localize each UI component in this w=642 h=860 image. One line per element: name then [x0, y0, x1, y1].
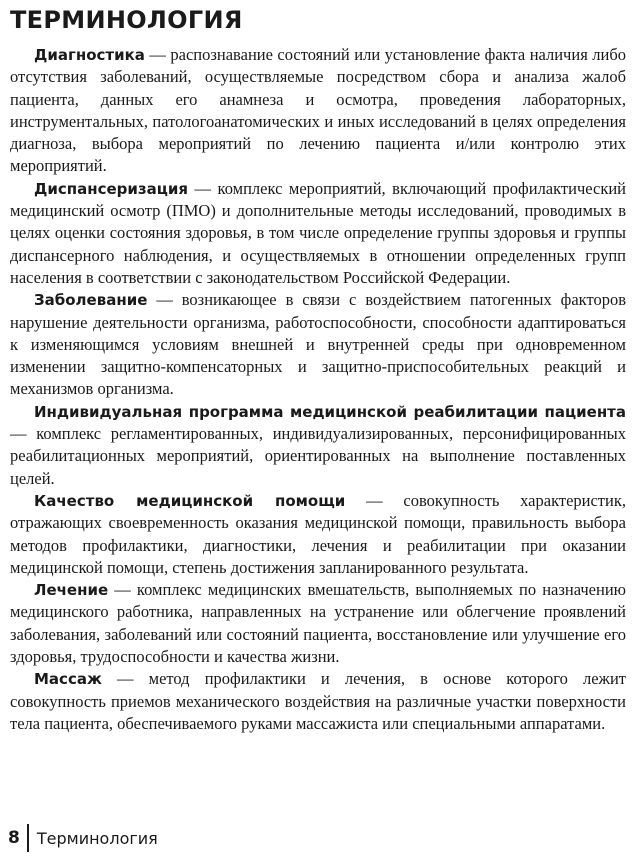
definition: — комплекс мероприятий, включающий профилактический медицинский осмотр (ПМО) и дополнительные методы исследований, проводимых в целях оценки состояния здоровья, в том числе определение группы здоровья и группы диспансерного наблюдения, и осуществляемых в отношении определенных групп населения в соответствии с законодательством Российской Федерации. [10, 178, 626, 287]
term: Заболевание [34, 291, 148, 310]
glossary-entry-rehab-program [10, 401, 626, 490]
glossary-entry-diagnostics [10, 44, 626, 178]
definition: — комплекс регламентированных, индивидуализированных, персонифицированных реабилитационных мероприятий, ориентированных на выполнение поставленных целей. [10, 424, 626, 488]
definition: — комплекс медицинских вмешательств, выполняемых по назначению медицинского работника, направленных на устранение или облегчение проявлений заболевания, заболеваний или состояний пациента, восстановление или улучшение его здоровья, трудоспособности и качества жизни. [10, 580, 626, 667]
definition: — возникающее в связи с воздействием патогенных факторов нарушение деятельности организма, работоспособности, способности адаптироваться к изменяющимся условиям внешней и внутренней среды при одновременном изменении защитно-компенсаторных и защитно-приспособительных реакций и механизмов организма. [10, 290, 626, 399]
section-heading: ТЕРМИНОЛОГИЯ [10, 6, 243, 34]
term: Качество медицинской помощи [34, 491, 346, 510]
running-title: Терминология [36, 828, 158, 848]
term: Лечение [34, 581, 109, 600]
definition: — метод профилактики и лечения, в основе которого лежит совокупность приемов механического воздействия на различные участки поверхности тела пациента, обеспечиваемого руками массажиста или специальными аппаратами. [10, 669, 626, 733]
footer-divider [27, 824, 29, 852]
glossary-entry-treatment [10, 579, 626, 668]
glossary-entry-massage [10, 668, 626, 735]
term: Диспансеризация [34, 179, 189, 198]
term: Массаж [34, 670, 102, 689]
glossary-entry-dispensary [10, 178, 626, 289]
page-number: 8 [8, 828, 20, 848]
definition: — совокупность характеристик, отражающих своевременность оказания медицинской помощи, правильность выбора методов профилактики, диагностики, лечения и реабилитации при оказании медицинской помощи, степень достижения запланированного результата. [10, 490, 626, 577]
definition: — распознавание состояний или установление факта наличия либо отсутствия заболеваний, осуществляемые посредством сбора и анализа жалоб пациента, данных его анамнеза и осмотра, проведения лабораторных, инструментальных, патологоанатомических и иных исследований в целях определения диагноза, выбора мероприятий по лечению пациента и/или контролю этих мероприятий. [10, 45, 626, 176]
term: Диагностика [34, 46, 145, 64]
page-footer [8, 824, 158, 852]
glossary-body [10, 44, 626, 735]
glossary-entry-care-quality [10, 490, 626, 579]
glossary-entry-disease [10, 289, 626, 400]
term: Индивидуальная программа медицинской реабилитации пациента [34, 402, 626, 421]
